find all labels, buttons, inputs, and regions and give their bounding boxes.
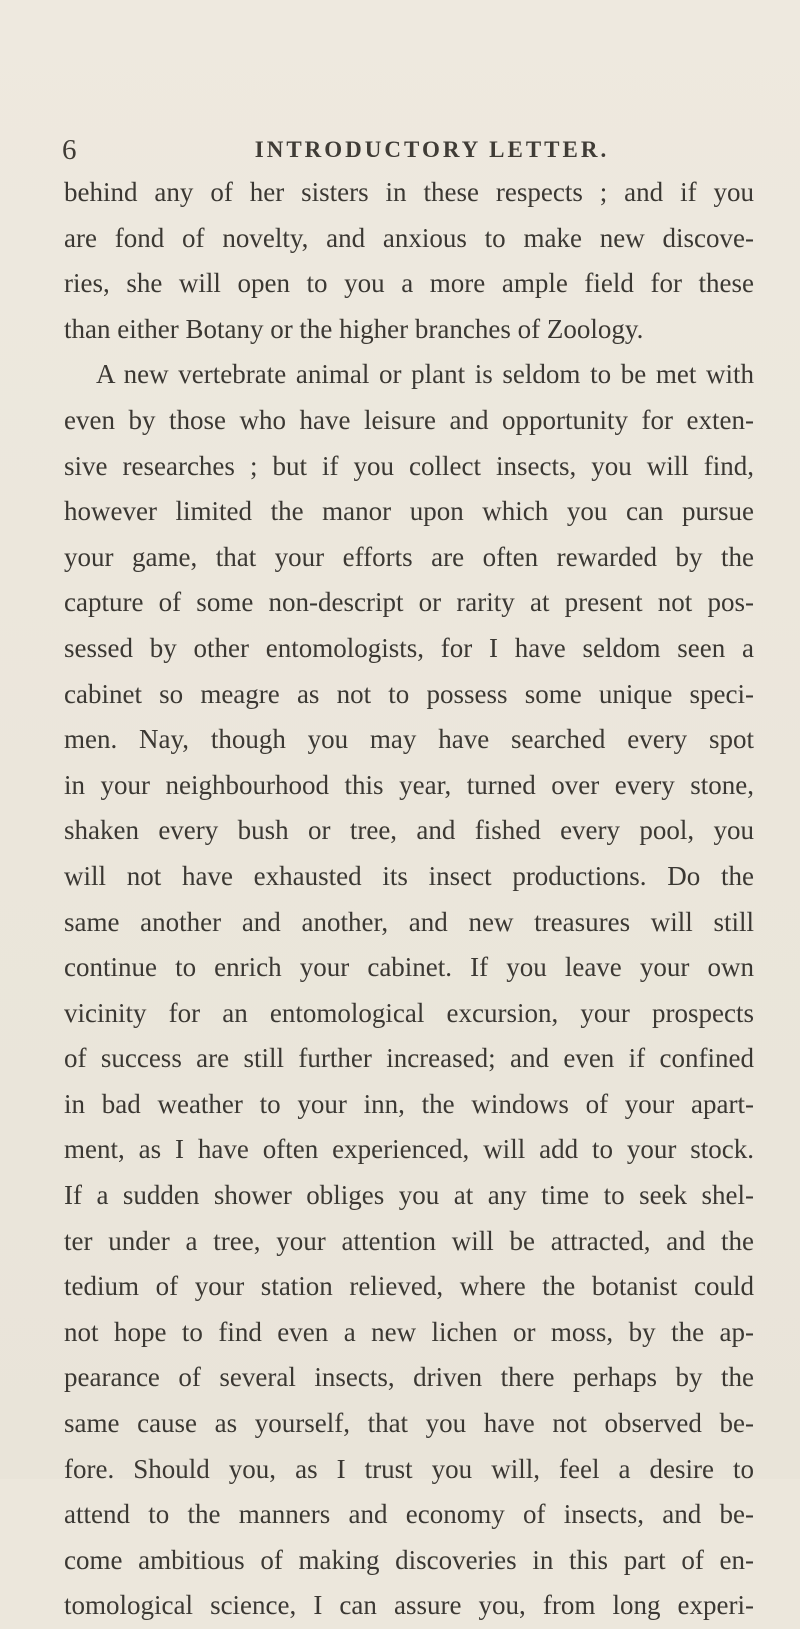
text-line: of success are still further increased; and even if confined: [64, 1043, 754, 1074]
text-line: shaken every bush or tree, and fished every pool, you: [64, 815, 754, 846]
text-line: than either Botany or the higher branches of Zoology.: [64, 313, 644, 344]
text-line: pearance of several insects, driven there perhaps by the: [64, 1362, 754, 1393]
text-line: however limited the manor upon which you can pursue: [64, 496, 754, 527]
text-line: come ambitious of making discoveries in this part of en-: [64, 1544, 754, 1575]
text-line: sessed by other entomologists, for I have seldom seen a: [64, 632, 754, 663]
text-line: continue to enrich your cabinet. If you leave your own: [64, 952, 754, 983]
text-line: will not have exhausted its insect productions. Do the: [64, 860, 754, 891]
text-line: tedium of your station relieved, where the botanist could: [64, 1271, 754, 1302]
text-line: are fond of novelty, and anxious to make new discove-: [64, 222, 754, 253]
text-line: ries, she will open to you a more ample field for these: [64, 268, 754, 299]
text-line: same cause as yourself, that you have not observed be-: [64, 1408, 754, 1439]
running-head: INTRODUCTORY LETTER.: [254, 137, 610, 162]
text-line: attend to the manners and economy of insects, and be-: [64, 1499, 754, 1530]
text-line: tomological science, I can assure you, from long experi-: [64, 1590, 754, 1621]
text-line: vicinity for an entomological excursion, your prospects: [64, 997, 754, 1028]
text-line: not hope to find even a new lichen or moss, by the ap-: [64, 1316, 754, 1347]
text-line: ter under a tree, your attention will be attracted, and the: [64, 1225, 754, 1256]
text-line: ment, as I have often experienced, will add to your stock.: [64, 1134, 754, 1165]
text-line: behind any of her sisters in these respects ; and if you: [64, 177, 754, 207]
text-line: capture of some non-descript or rarity at present not pos-: [64, 587, 754, 618]
text-line: fore. Should you, as I trust you will, feel a desire to: [64, 1453, 754, 1484]
text-line: cabinet so meagre as not to possess some unique speci-: [64, 678, 754, 709]
text-line: If a sudden shower obliges you at any time to seek shel-: [64, 1180, 754, 1211]
text-line: sive researches ; but if you collect insects, you will find,: [64, 450, 754, 481]
text-line: same another and another, and new treasures will still: [64, 906, 754, 937]
page-header: [62, 130, 752, 170]
text-line: in your neighbourhood this year, turned over every stone,: [64, 769, 754, 800]
body-text: [64, 170, 754, 1629]
text-line: men. Nay, though you may have searched every spot: [64, 724, 754, 755]
text-line: A new vertebrate animal or plant is seldom to be met with: [96, 359, 754, 390]
page-number: 6: [62, 134, 77, 166]
text-line: in bad weather to your inn, the windows of your apart-: [64, 1088, 754, 1119]
text-line: your game, that your efforts are often rewarded by the: [64, 541, 754, 572]
text-line: even by those who have leisure and opportunity for exten-: [64, 404, 754, 435]
